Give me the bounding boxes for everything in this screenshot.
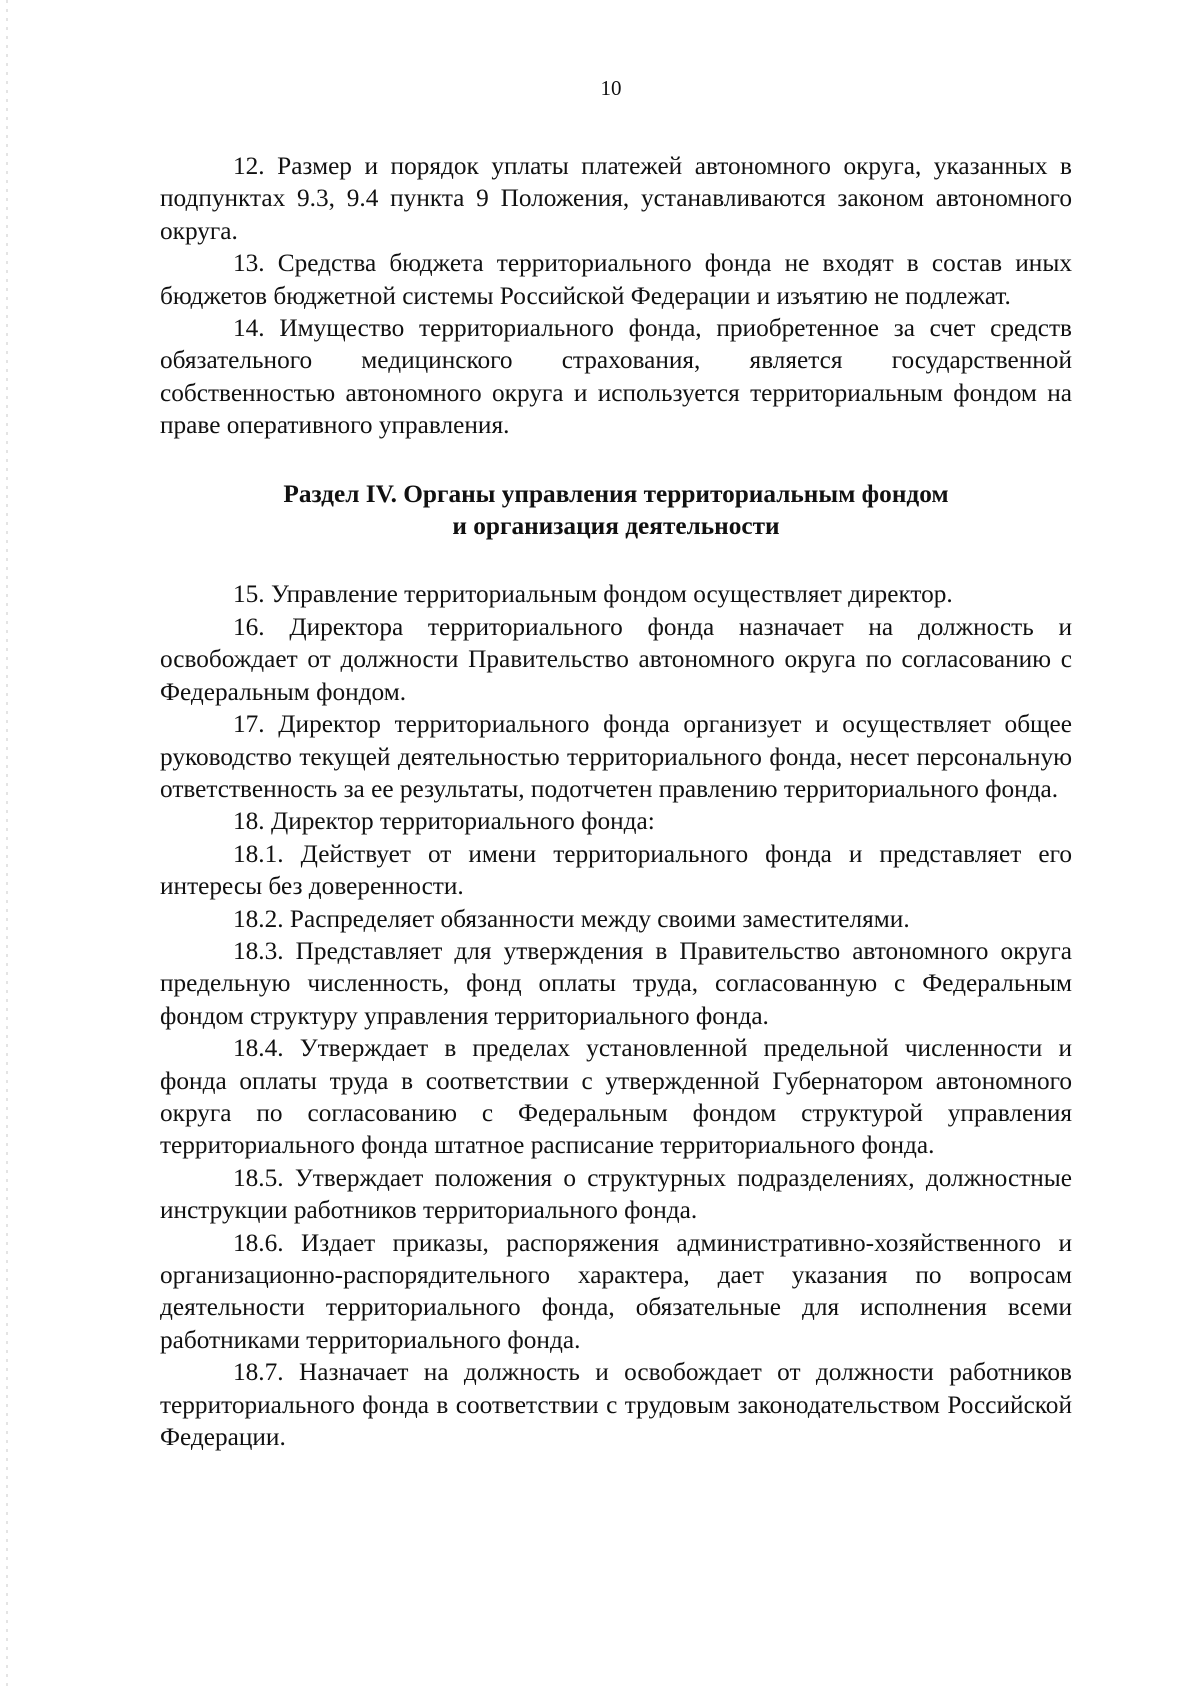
section-heading bbox=[160, 478, 1072, 543]
paragraph-18-4: 18.4. Утверждает в пределах установленной предельной численности и фонда оплаты труда в соответствии с утвержденной Губернатором автономного округа по согласованию с Федеральным фондом структурой управления территориального фонда штатное расписание территориального фонда. bbox=[160, 1034, 1072, 1160]
scan-edge-artifact bbox=[6, 0, 8, 1686]
paragraph-18: 18. Директор территориального фонда: bbox=[233, 807, 655, 836]
paragraph-18-6: 18.6. Издает приказы, распоряжения административно-хозяйственного и организационно-распорядительного характера, дает указания по вопросам деятельности территориального фонда, обязательные для исполнения всеми работниками территориального фонда. bbox=[160, 1228, 1072, 1354]
section-heading-line-2: и организация деятельности bbox=[452, 512, 780, 541]
paragraph-15: 15. Управление территориальным фондом осуществляет директор. bbox=[233, 580, 953, 609]
paragraph-18-1: 18.1. Действует от имени территориального фонда и представляет его интересы без доверенности. bbox=[160, 839, 1072, 901]
paragraph-18-2: 18.2. Распределяет обязанности между своими заместителями. bbox=[233, 904, 910, 933]
paragraph-14: 14. Имущество территориального фонда, приобретенное за счет средств обязательного медицинского страхования, является государственной собственностью автономного округа и используется территориальным фондом на праве оперативного управления. bbox=[160, 314, 1072, 440]
paragraph-18-7: 18.7. Назначает на должность и освобождает от должности работников территориального фонда в соответствии с трудовым законодательством Российской Федерации. bbox=[160, 1358, 1072, 1452]
section-heading-line-1: Раздел IV. Органы управления территориальным фондом bbox=[283, 479, 949, 508]
paragraph-17: 17. Директор территориального фонда организует и осуществляет общее руководство текущей деятельностью территориального фонда, несет персональную ответственность за ее результаты, подотчетен правлению территориального фонда. bbox=[160, 710, 1072, 803]
paragraph-16: 16. Директора территориального фонда назначает на должность и освобождает от должности Правительство автономного округа по согласованию с Федеральным фондом. bbox=[160, 612, 1072, 706]
paragraph-12: 12. Размер и порядок уплаты платежей автономного округа, указанных в подпунктах 9.3, 9.4 пункта 9 Положения, устанавливаются законом автономного округа. bbox=[160, 152, 1072, 245]
document-body bbox=[160, 150, 1072, 1453]
paragraph-18-5: 18.5. Утверждает положения о структурных подразделениях, должностные инструкции работников территориального фонда. bbox=[160, 1163, 1072, 1225]
page-number: 10 bbox=[600, 76, 622, 100]
paragraph-18-3: 18.3. Представляет для утверждения в Правительство автономного округа предельную численность, фонд оплаты труда, согласованную с Федеральным фондом структуру управления территориального фонда. bbox=[160, 936, 1072, 1030]
paragraph-13: 13. Средства бюджета территориального фонда не входят в состав иных бюджетов бюджетной системы Российской Федерации и изъятию не подлежат. bbox=[160, 249, 1072, 310]
